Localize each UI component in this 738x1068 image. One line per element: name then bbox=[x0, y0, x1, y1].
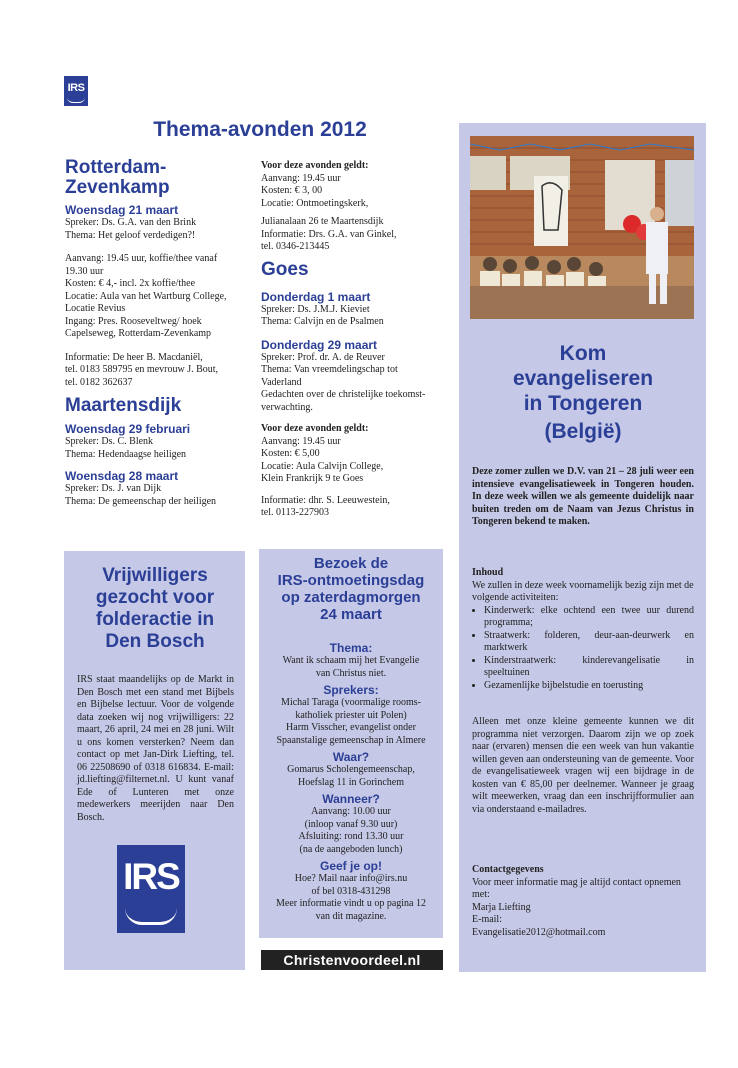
detail-line: Ingang: Pres. Rooseveltweg/ hoek bbox=[65, 315, 202, 327]
section-heading: Wanneer? bbox=[322, 792, 380, 806]
title-line: in Tongeren bbox=[523, 392, 643, 415]
city-heading: Maartensdijk bbox=[65, 395, 182, 416]
irs-logo-small bbox=[64, 76, 88, 106]
event-theme: Thema: Het geloof verdedigen?! bbox=[65, 229, 196, 241]
title-line: op zaterdagmorgen bbox=[281, 589, 421, 606]
detail-line: Capelseweg, Rotterdam-Zevenkamp bbox=[65, 328, 212, 339]
irs-logo-large bbox=[117, 845, 185, 933]
detail-line: Kosten: € 3, 00 bbox=[261, 185, 323, 196]
photo-illustration bbox=[470, 136, 694, 319]
contact-line: Voor meer informatie mag je altijd contact opnemen met: bbox=[472, 876, 681, 900]
address-line: Informatie: Drs. G.A. van Ginkel, bbox=[261, 228, 397, 240]
event-line: Spreker: Prof. dr. A. de Reuver bbox=[261, 351, 385, 363]
address-line: Julianalaan 26 te Maartensdijk bbox=[261, 216, 384, 227]
detail-line: Kosten: € 5,00 bbox=[261, 448, 320, 459]
contact-line: Marja Liefting bbox=[472, 901, 531, 913]
section-heading: Geef je op! bbox=[319, 859, 382, 873]
conditions-label: Voor deze avonden geldt: bbox=[261, 160, 369, 171]
title-line: Kom bbox=[559, 342, 607, 365]
title-line: Den Bosch bbox=[105, 631, 205, 652]
inhoud-text: We zullen in deze week voornamelijk bezig zijn met de volgende activiteiten: bbox=[472, 579, 694, 603]
evangelism-title bbox=[462, 341, 704, 416]
logo-swoosh-icon bbox=[67, 97, 85, 103]
title-line: evangeliseren bbox=[512, 367, 654, 390]
contact-label: Contactgegevens bbox=[472, 864, 544, 875]
contact-email[interactable]: Evangelisatie2012@hotmail.com bbox=[472, 926, 606, 938]
activities-list bbox=[472, 605, 694, 693]
list-item: • Straatwerk: folderen, deur-aan-deurwerk en marktwerk bbox=[484, 630, 694, 655]
section-line: Meer informatie vindt u op pagina 12 bbox=[276, 898, 426, 909]
section-line: van Christus niet. bbox=[315, 667, 387, 679]
section-line: van dit magazine. bbox=[315, 910, 387, 922]
city-heading: Goes bbox=[261, 258, 309, 280]
detail-line: Locatie: Aula van het Wartburg College, bbox=[65, 290, 227, 302]
conditions-label: Voor deze avonden geldt: bbox=[261, 423, 369, 434]
section-line: katholiek priester uit Polen) bbox=[295, 709, 407, 721]
left-column bbox=[65, 158, 250, 508]
info-line: tel. 0182 362637 bbox=[65, 376, 133, 388]
event-line: Gedachten over de christelijke toekomst- bbox=[261, 389, 426, 400]
detail-line: Klein Frankrijk 9 te Goes bbox=[261, 473, 364, 484]
activities-section bbox=[472, 567, 694, 692]
event-photo bbox=[470, 136, 694, 319]
list-item: • Kinderstraatwerk: kinderevangelisatie in speeltuinen bbox=[484, 655, 694, 680]
event-speaker: Spreker: Ds. C. Blenk bbox=[65, 436, 154, 447]
title-line: IRS-ontmoetingsdag bbox=[277, 572, 425, 589]
event-line: Thema: Van vreemdelingschap tot bbox=[261, 364, 398, 375]
volunteers-text: IRS staat maandelijks op de Markt in Den Bosch met een stand met Bijbels en Bijbelse lectuur. Voor de volgende data zoeken wij nog vrijwilligers: 22 maart, 26 april, 24 mei en 28 juni. Wilt u ons komen versterken? Neem dan contact op met Jan-Dirk Liefting, tel. 06 22508690 of 0318 616834. E-mail: jd.liefting@filternet.nl. U kunt vanaf Ede of Lunteren met onze medewerkers meerijden naar Den Bosch. bbox=[77, 674, 234, 823]
section-heading: Thema: bbox=[329, 641, 373, 655]
event-date: Donderdag 29 maart bbox=[261, 337, 378, 352]
detail-line: Locatie: Aula Calvijn College, bbox=[261, 460, 384, 472]
event-theme: Thema: Calvijn en de Psalmen bbox=[261, 316, 384, 327]
section-heading: Sprekers: bbox=[323, 683, 379, 697]
city-heading: Zevenkamp bbox=[65, 177, 170, 198]
info-line: tel. 0113-227903 bbox=[261, 507, 329, 518]
detail-line: 19.30 uur bbox=[65, 265, 104, 277]
evangelism-intro: Deze zomer zullen we D.V. van 21 – 28 juli weer een intensieve evangelisatieweek in Tongeren houden. In deze week willen we als gemeente duidelijk naar buiten treden om de Naam van Jezus Christus in Tongeren bekend te maken. bbox=[472, 466, 694, 527]
detail-line: Locatie: Ontmoetingskerk, bbox=[261, 197, 369, 209]
detail-line: Aanvang: 19.45 uur bbox=[261, 172, 341, 184]
meeting-day-title bbox=[262, 555, 440, 623]
event-line: verwachting. bbox=[261, 401, 313, 413]
info-line: Informatie: De heer B. Macdaniël, bbox=[65, 351, 203, 363]
title-line: folderactie in bbox=[95, 609, 215, 630]
section-line: Afsluiting: rond 13.30 uur bbox=[298, 831, 404, 842]
section-line: Spaanstalige gemeenschap in Almere bbox=[276, 734, 426, 746]
contact-line: E-mail: bbox=[472, 914, 502, 925]
evangelism-paragraph: Alleen met onze kleine gemeente kunnen we dit programma niet verzorgen. Daarom zijn we op zoek naar (ervaren) mensen die een week van hun vakantie willen geven aan ondersteuning van de gemeente. Voor de evangelisatieweek vragen wij een bijdrage in de kosten van € 85,00 per deelnemer. Wanneer je graag wilt meewerken, vraag dan een inschrijfformulier aan via onderstaand e-mailadres. bbox=[472, 716, 694, 815]
section-line: Want ik schaam mij het Evangelie bbox=[282, 655, 420, 666]
section-line: (na de aangeboden lunch) bbox=[299, 843, 403, 855]
section-line: Gomarus Scholengemeenschap, bbox=[287, 764, 415, 775]
section-line: Aanvang: 10.00 uur bbox=[311, 806, 391, 817]
list-item: • Gezamenlijke bijbelstudie en toerusting bbox=[484, 680, 694, 693]
evangelism-subtitle: (België) bbox=[544, 420, 622, 443]
christenvoordeel-banner[interactable]: Christenvoordeel.nl bbox=[261, 950, 443, 970]
section-line: Hoefslag 11 in Gorinchem bbox=[298, 776, 404, 788]
detail-line: Kosten: € 4,- incl. 2x koffie/thee bbox=[65, 278, 196, 289]
section-line: Michal Taraga (voormalige rooms- bbox=[281, 697, 421, 708]
section-heading: Waar? bbox=[332, 750, 370, 764]
logo-text: IRS bbox=[123, 856, 179, 897]
event-theme: Thema: Hedendaagse heiligen bbox=[65, 448, 187, 460]
section-line: Harm Visscher, evangelist onder bbox=[286, 722, 416, 733]
meeting-day-details bbox=[262, 641, 440, 926]
volunteers-title bbox=[70, 565, 240, 653]
address-line: tel. 0346-213445 bbox=[261, 241, 330, 252]
title-line: gezocht voor bbox=[95, 587, 215, 608]
title-line: Bezoek de bbox=[313, 555, 389, 572]
event-line: Vaderland bbox=[261, 376, 302, 388]
event-date: Woensdag 21 maart bbox=[65, 203, 179, 217]
event-speaker: Spreker: Ds. J. van Dijk bbox=[65, 483, 162, 494]
title-line: Vrijwilligers bbox=[102, 565, 208, 586]
detail-line: Aanvang: 19.45 uur bbox=[261, 435, 341, 447]
page-title: Thema-avonden 2012 bbox=[153, 118, 367, 141]
section-line: (inloop vanaf 9.30 uur) bbox=[304, 818, 398, 830]
list-item: • Kinderwerk: elke ochtend een twee uur durend programma; bbox=[484, 605, 694, 630]
section-line: of bel 0318-431298 bbox=[311, 885, 391, 897]
event-date: Woensdag 29 februari bbox=[65, 422, 191, 436]
event-theme: Thema: De gemeenschap der heiligen bbox=[65, 495, 217, 507]
inhoud-label: Inhoud bbox=[472, 567, 504, 578]
event-speaker: Spreker: Ds. G.A. van den Brink bbox=[65, 217, 197, 228]
city-heading: Rotterdam- bbox=[65, 157, 167, 178]
title-line: 24 maart bbox=[320, 606, 382, 623]
logo-swoosh-icon bbox=[125, 908, 177, 925]
event-date: Woensdag 28 maart bbox=[65, 469, 179, 483]
info-line: Informatie: dhr. S. Leeuwestein, bbox=[261, 494, 390, 506]
detail-line: Locatie Revius bbox=[65, 303, 126, 314]
logo-text: IRS bbox=[67, 82, 85, 94]
event-date: Donderdag 1 maart bbox=[261, 289, 371, 304]
contact-section bbox=[472, 864, 694, 939]
middle-column bbox=[261, 160, 446, 520]
info-line: tel. 0183 589795 en mevrouw J. Bout, bbox=[65, 364, 219, 375]
event-speaker: Spreker: Ds. J.M.J. Kieviet bbox=[261, 303, 370, 315]
detail-line: Aanvang: 19.45 uur, koffie/thee vanaf bbox=[65, 253, 218, 264]
section-line: Hoe? Mail naar info@irs.nu bbox=[294, 873, 408, 884]
